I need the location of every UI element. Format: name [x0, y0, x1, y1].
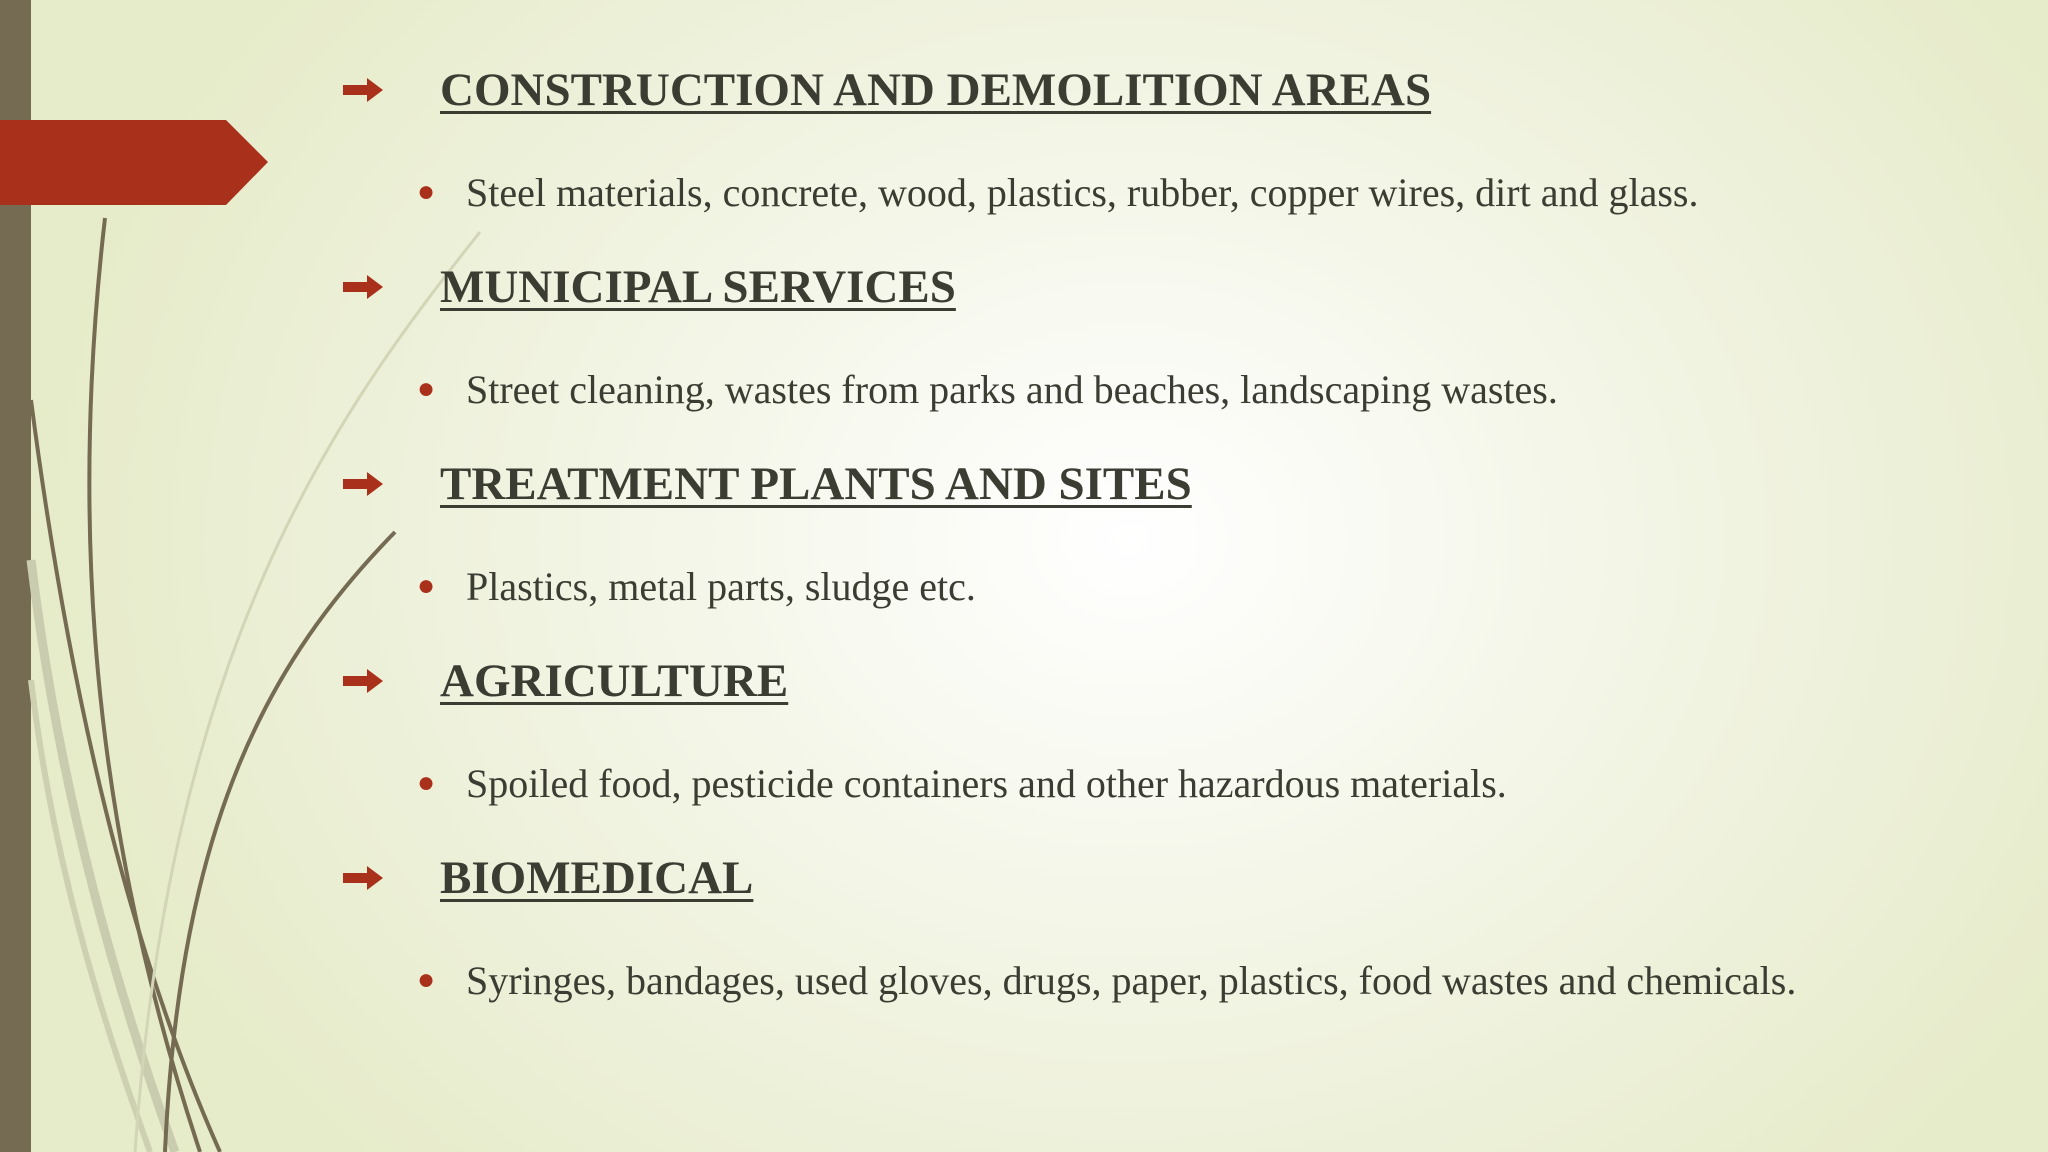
arrow-right-icon: [343, 866, 383, 890]
red-pentagon-tab: [0, 120, 268, 205]
heading-row: [340, 448, 2020, 520]
section-heading: TREATMENT PLANTS AND SITES: [440, 458, 1192, 510]
heading-row: [340, 842, 2020, 914]
dot-icon: ●: [417, 569, 436, 602]
section-heading: AGRICULTURE: [440, 655, 789, 707]
bullet-text: Syringes, bandages, used gloves, drugs, paper, plastics, food wastes and chemicals.: [466, 957, 1797, 1003]
arrow-right-icon: [343, 78, 383, 102]
dot-icon: ●: [417, 175, 436, 208]
dot-icon: ●: [417, 766, 436, 799]
bullet-text: Steel materials, concrete, wood, plastics, rubber, copper wires, dirt and glass.: [466, 169, 1699, 215]
section-biomedical: [340, 842, 2020, 1016]
slide-content: [340, 54, 2020, 1039]
dot-icon: ●: [417, 372, 436, 405]
bullet-text: Street cleaning, wastes from parks and beaches, landscaping wastes.: [466, 366, 1558, 412]
section-municipal: [340, 251, 2020, 425]
section-heading: BIOMEDICAL: [440, 852, 754, 904]
heading-row: [340, 251, 2020, 323]
arrow-right-icon: [343, 275, 383, 299]
bullet-item: [340, 156, 2020, 228]
heading-row: [340, 645, 2020, 717]
section-agriculture: [340, 645, 2020, 819]
section-treatment: [340, 448, 2020, 622]
arrow-right-icon: [343, 472, 383, 496]
bullet-item: [340, 353, 2020, 425]
bullet-item: [340, 944, 2020, 1016]
arrow-right-icon: [343, 669, 383, 693]
bullet-item: [340, 747, 2020, 819]
section-heading: MUNICIPAL SERVICES: [440, 261, 956, 313]
dot-icon: ●: [417, 963, 436, 996]
section-heading: CONSTRUCTION AND DEMOLITION AREAS: [440, 64, 1432, 116]
bullet-text: Spoiled food, pesticide containers and other hazardous materials.: [466, 760, 1507, 806]
bullet-item: [340, 550, 2020, 622]
heading-row: [340, 54, 2020, 126]
section-construction: [340, 54, 2020, 228]
bullet-text: Plastics, metal parts, sludge etc.: [466, 563, 976, 609]
